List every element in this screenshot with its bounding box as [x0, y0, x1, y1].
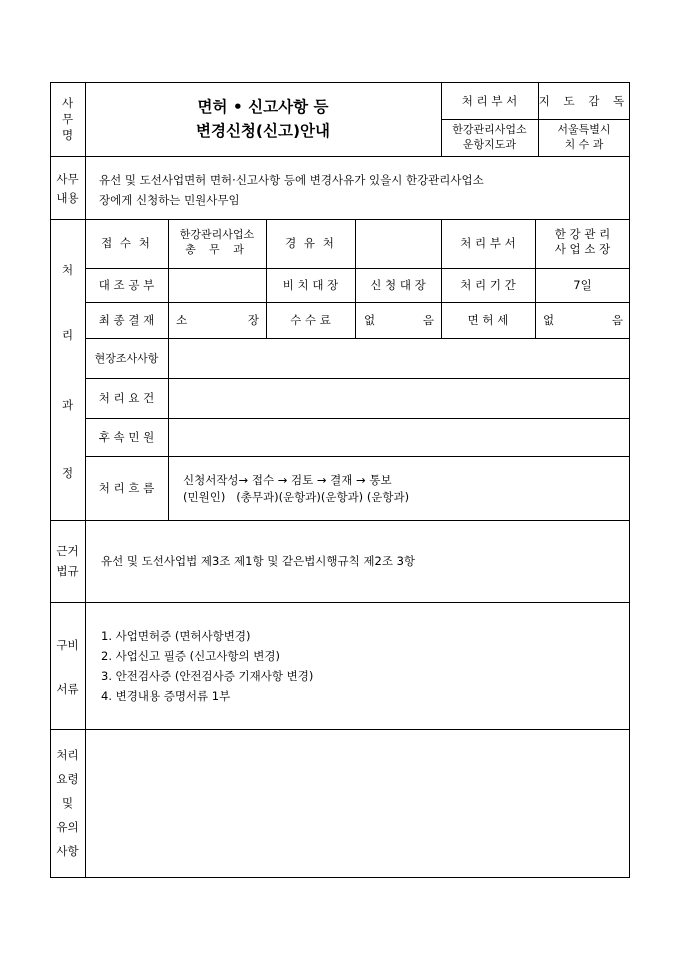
documents-label-top: 구비 [56, 638, 79, 652]
documents-list [101, 626, 313, 706]
divider [50, 520, 630, 521]
fee-label: 수 수 료 [290, 313, 331, 327]
dept-label: 처 리 부 서 [461, 94, 518, 108]
via-label: 경 유 처 [285, 236, 336, 250]
divider [85, 378, 630, 379]
flow-label: 처 리 흐 름 [98, 481, 155, 495]
reception-value: 한강관리사업소 총 무 과 [179, 228, 255, 256]
divider [85, 268, 630, 269]
register-value: 신 청 대 장 [370, 278, 426, 292]
divider [85, 82, 86, 878]
divider [85, 418, 630, 419]
content-text: 유선 및 도선사업면허 면허·신고사항 등에 변경사유가 있을시 한강관리사업소 장에게 신청하는 민원사무임 [99, 173, 484, 207]
process-label-char: 처 [61, 263, 74, 277]
office-name: 한강관리사업소 운항지도과 [452, 123, 527, 151]
proc-dept-label: 처 리 부 서 [460, 236, 516, 250]
process-label-char: 정 [61, 466, 74, 480]
list-item: 1. 사업면허증 (면허사항변경) [101, 629, 251, 643]
requirement-label: 처 리 요 건 [98, 391, 155, 405]
period-value: 7일 [573, 278, 592, 292]
register-label: 비 치 대 장 [282, 278, 339, 292]
period-label: 처 리 기 간 [460, 278, 516, 292]
divider [50, 156, 630, 157]
divider [50, 602, 630, 603]
reception-label: 접 수 처 [101, 236, 152, 250]
content-label: 사무 내용 [56, 172, 79, 205]
site-survey-label: 현장조사사항 [94, 352, 159, 365]
license-tax-value: 없 음 [543, 313, 623, 327]
proc-dept-value: 한 강 관 리 사 업 소 장 [554, 227, 611, 256]
page-title: 면허 • 신고사항 등 변경신청(신고)안내 [196, 98, 330, 140]
followup-label: 후 속 민 원 [98, 430, 155, 444]
header-label: 사 무 명 [61, 96, 74, 142]
divider [50, 219, 630, 220]
divider [85, 338, 630, 339]
basis-text: 유선 및 도선사업법 제3조 제1항 및 같은법시행규칙 제2조 3항 [101, 554, 416, 568]
dept-value: 지 도 감 독 [538, 94, 630, 108]
license-tax-label: 면 허 세 [467, 313, 509, 327]
city-dept: 서울특별시 치 수 과 [557, 123, 611, 151]
notes-label: 처리 요령 및 유의 사항 [56, 748, 79, 858]
process-label-char: 리 [61, 328, 74, 342]
list-item: 3. 안전검사증 (안전검사증 기재사항 변경) [101, 669, 314, 683]
approval-value: 소 장 [176, 313, 259, 327]
divider [85, 456, 630, 457]
approval-label: 최 종 결 재 [98, 313, 155, 327]
process-flow: 신청서작성→ 접수 → 검토 → 결재 → 통보 (민원인) (총무과)(운항과)(운항과) (운항과) [183, 473, 410, 504]
divider [50, 729, 630, 730]
ledger-label: 대 조 공 부 [98, 278, 155, 292]
divider [168, 219, 169, 520]
process-label-char: 과 [61, 398, 74, 412]
divider [85, 302, 630, 303]
documents-label-bottom: 서류 [56, 682, 79, 696]
list-item: 2. 사업신고 필증 (신고사항의 변경) [101, 649, 280, 663]
basis-label: 근거 법규 [56, 544, 79, 578]
divider [441, 119, 630, 120]
fee-value: 없 음 [364, 313, 434, 327]
list-item: 4. 변경내용 증명서류 1부 [101, 689, 231, 703]
